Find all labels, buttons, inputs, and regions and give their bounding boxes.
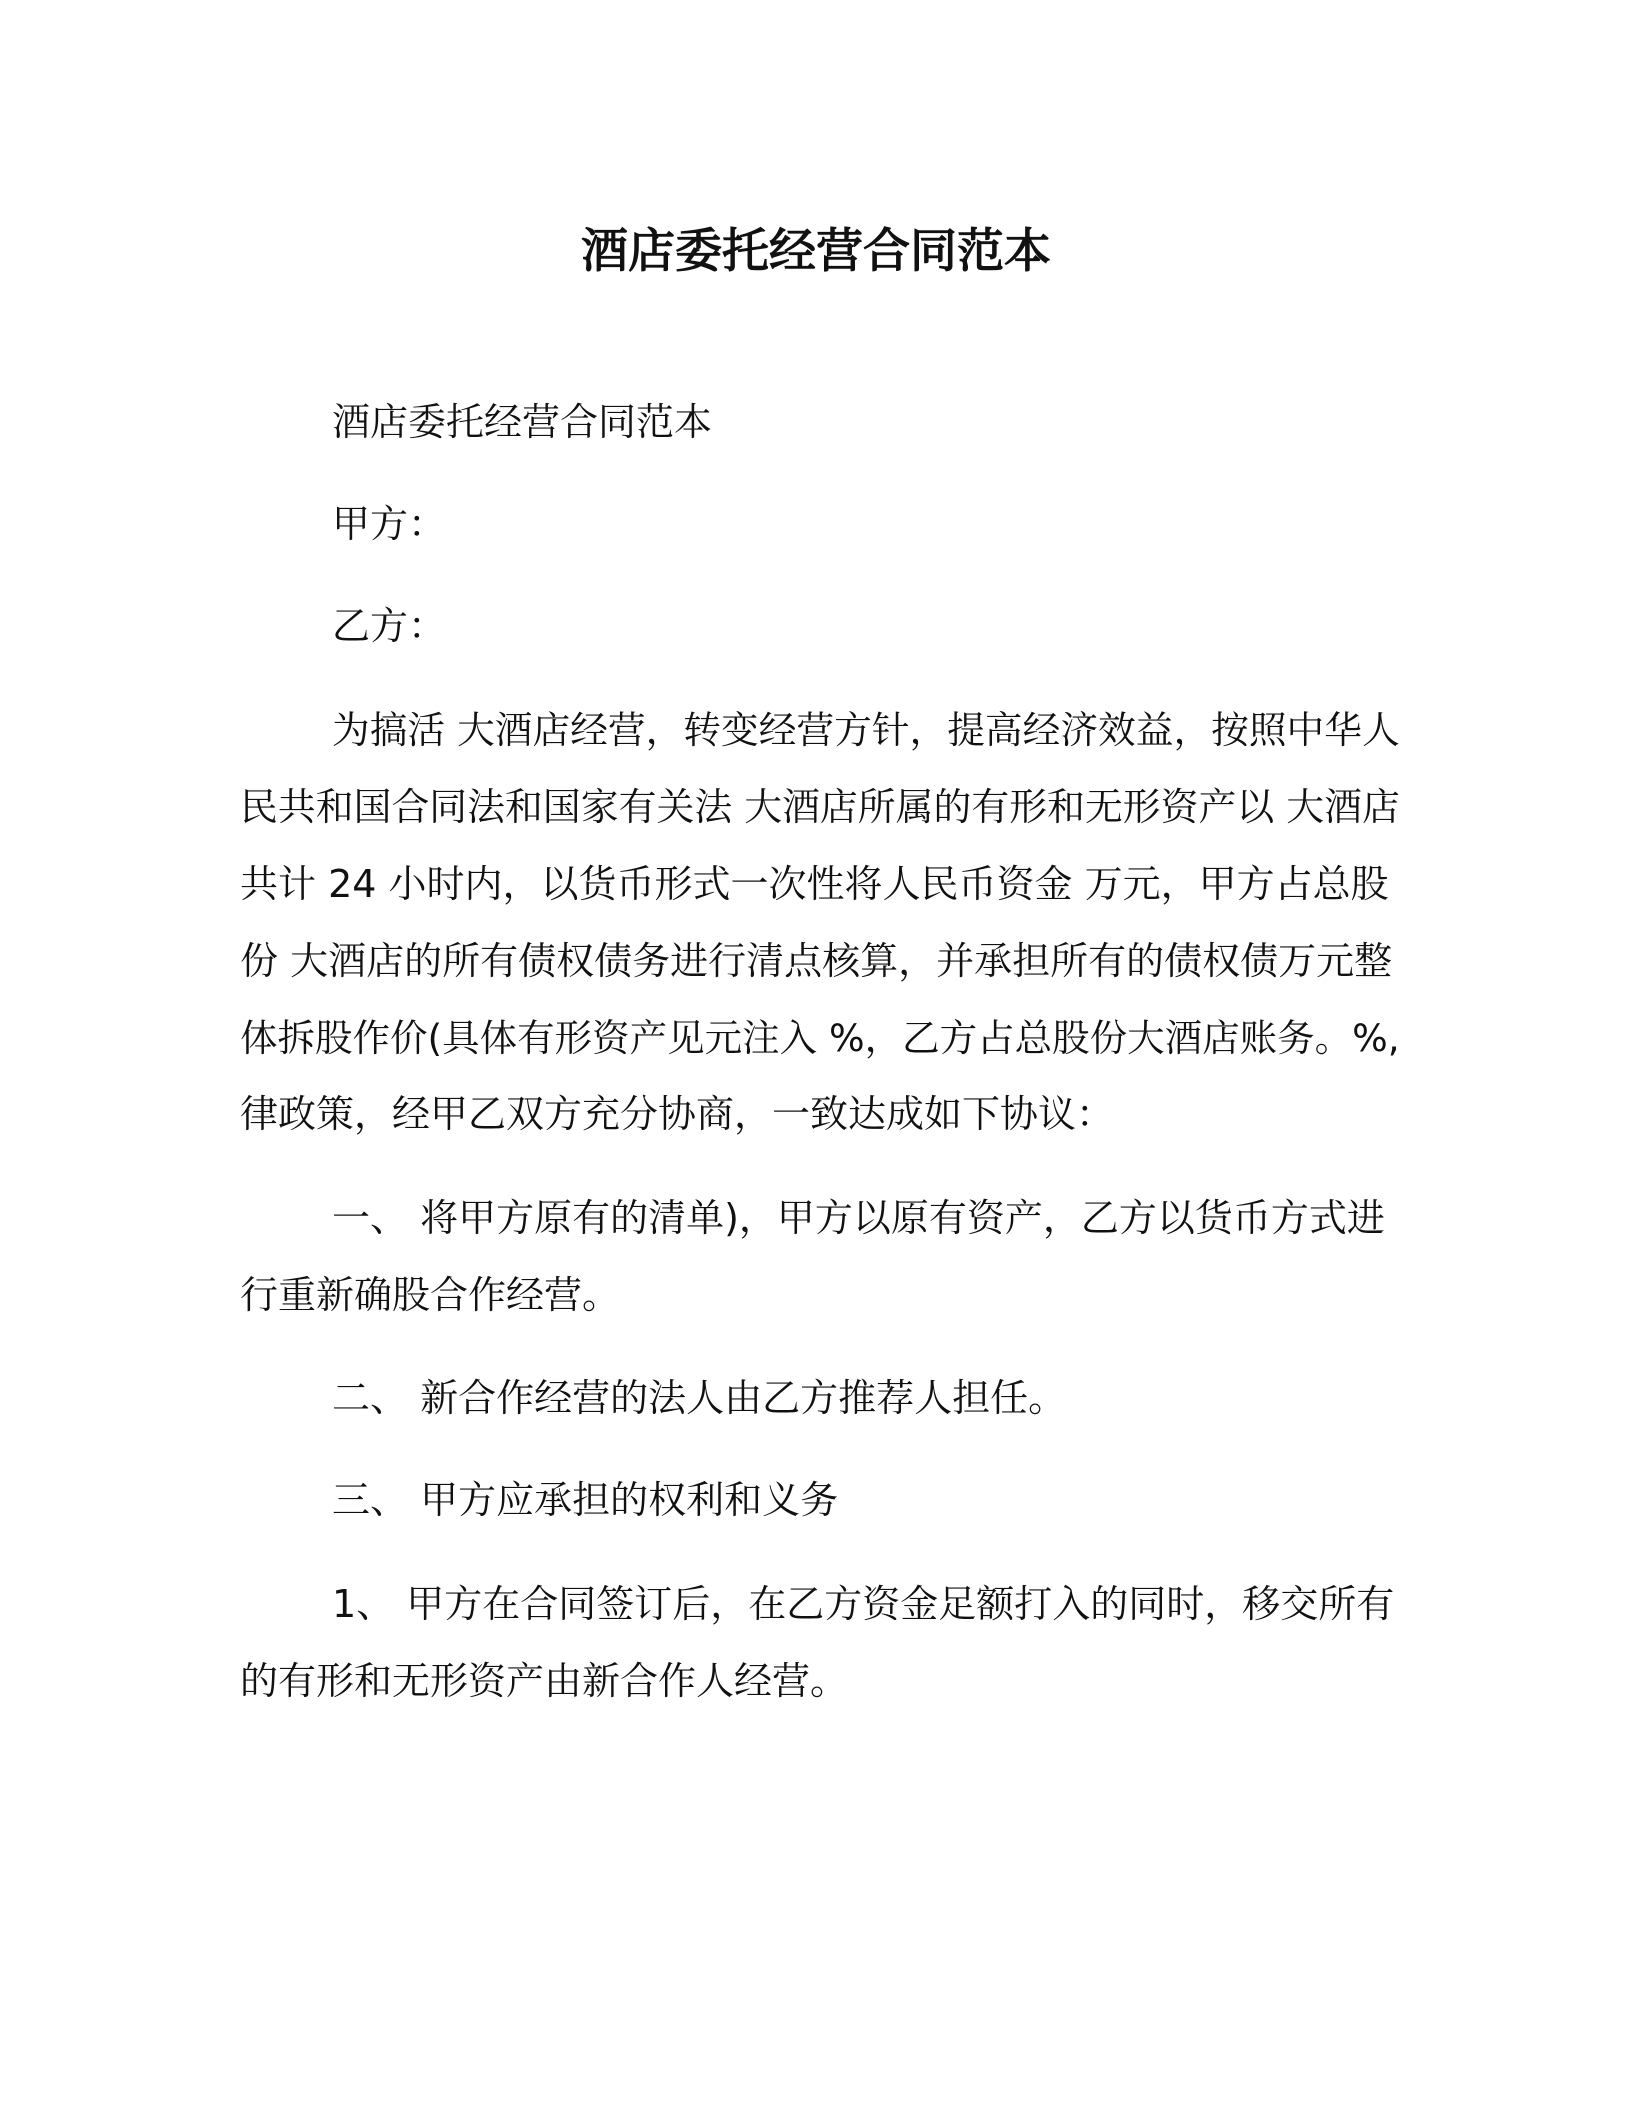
paragraph-line: 民共和国合同法和国家有关法 大酒店所属的有形和无形资产以 大酒店 xyxy=(240,785,1400,829)
party-b-label: 乙方： xyxy=(332,604,447,648)
document-subtitle: 酒店委托经营合同范本 xyxy=(332,400,713,444)
paragraph-line: 二、 新合作经营的法人由乙方推荐人担任。 xyxy=(332,1376,1067,1420)
paragraph-line: 份 大酒店的所有债权债务进行清点核算，并承担所有的债权债万元整 xyxy=(240,939,1393,983)
party-a-label: 甲方： xyxy=(332,502,447,546)
paragraph-line: 体拆股作价(具体有形资产见元注入 %，乙方占总股份大酒店账务。%, xyxy=(240,1016,1400,1060)
paragraph-line: 律政策，经甲乙双方充分协商，一致达成如下协议： xyxy=(240,1092,1115,1136)
paragraph-line: 一、 将甲方原有的清单)，甲方以原有资产，乙方以货币方式进 xyxy=(332,1196,1385,1240)
paragraph-line: 的有形和无形资产由新合作人经营。 xyxy=(240,1659,849,1703)
paragraph-line: 共计 24 小时内，以货币形式一次性将人民币资金 万元，甲方占总股 xyxy=(240,862,1389,906)
paragraph-line: 行重新确股合作经营。 xyxy=(240,1273,621,1317)
document-title: 酒店委托经营合同范本 xyxy=(581,224,1051,279)
paragraph-line: 1、 甲方在合同签订后，在乙方资金足额打入的同时，移交所有 xyxy=(332,1582,1395,1626)
paragraph-line: 为搞活 大酒店经营，转变经营方针，提高经济效益，按照中华人 xyxy=(332,708,1400,752)
paragraph-line: 三、 甲方应承担的权利和义务 xyxy=(332,1478,839,1522)
